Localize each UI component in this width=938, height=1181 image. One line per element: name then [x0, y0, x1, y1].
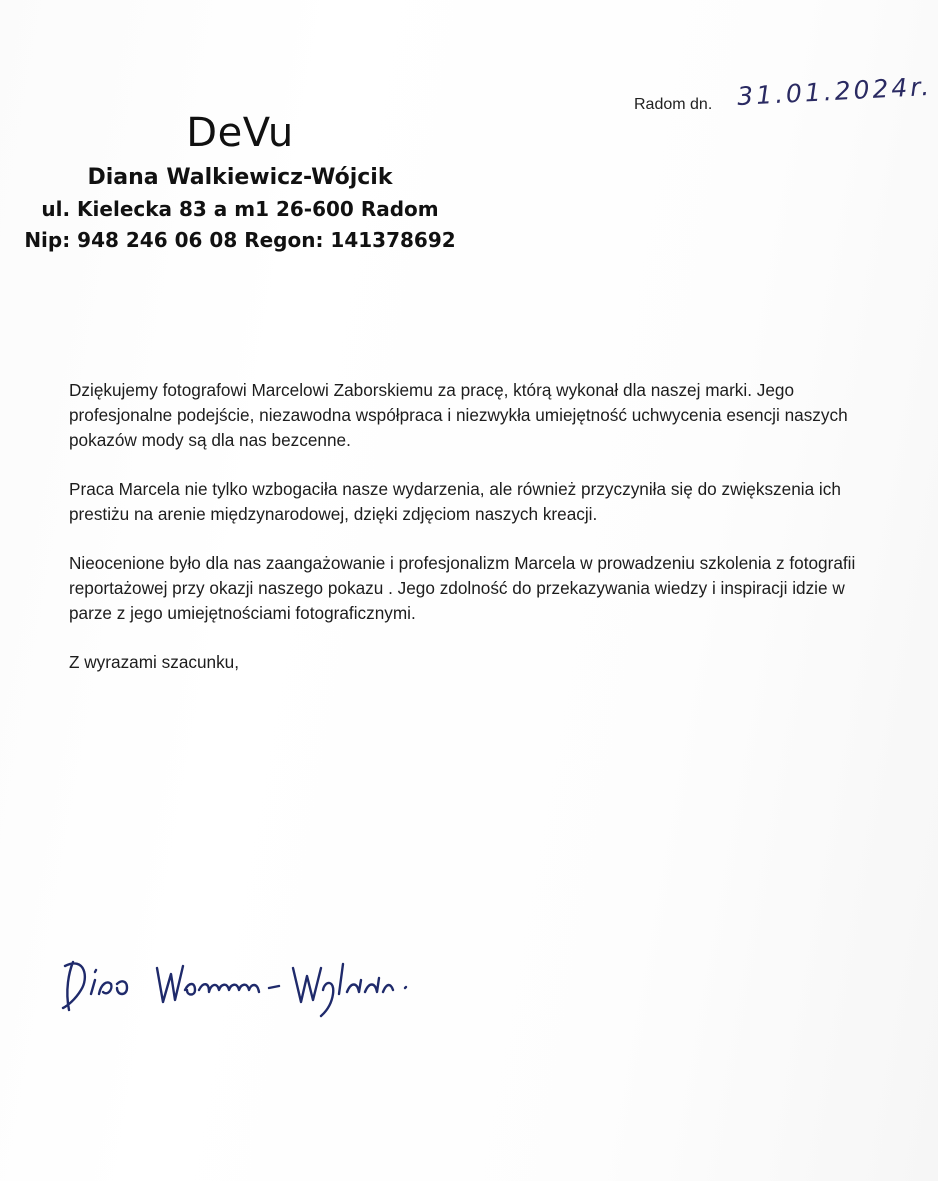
letter-body [69, 378, 869, 675]
letterhead [20, 104, 460, 256]
handwritten-signature [55, 950, 435, 1020]
signature-strokes [63, 962, 406, 1016]
paragraph-1: Dziękujemy fotografowi Marcelowi Zaborskiemu za pracę, którą wykonał dla naszej marki. Jego profesjonalne podejście, niezawodna współpraca i niezwykła umiejętność uchwycenia esencji naszych pokazów mody są dla nas bezcenne. [69, 380, 848, 450]
paragraph-3: Nieocenione było dla nas zaangażowanie i profesjonalizm Marcela w prowadzeniu szkolenia z fotografii reportażowej przy okazji naszego pokazu . Jego zdolność do przekazywania wiedzy i inspiracji idzie w parze z jego umiejętnościami fotograficznymi. [69, 553, 856, 623]
company-address: ul. Kielecka 83 a m1 26-600 Radom [41, 197, 439, 221]
owner-name: Diana Walkiewicz-Wójcik [87, 165, 393, 190]
paragraph-2: Praca Marcela nie tylko wzbogaciła nasze wydarzenia, ale również przyczyniła się do zwiększenia ich prestiżu na arenie międzynarodowej, dzięki zdjęciom naszych kreacji. [69, 479, 841, 524]
closing-line: Z wyrazami szacunku, [69, 652, 240, 672]
handwritten-date: 31.01.2024r. [736, 71, 933, 111]
date-prefix: Radom dn. [634, 96, 713, 113]
brand-name: DeVu [186, 110, 294, 156]
company-ids: Nip: 948 246 06 08 Regon: 141378692 [24, 228, 456, 252]
